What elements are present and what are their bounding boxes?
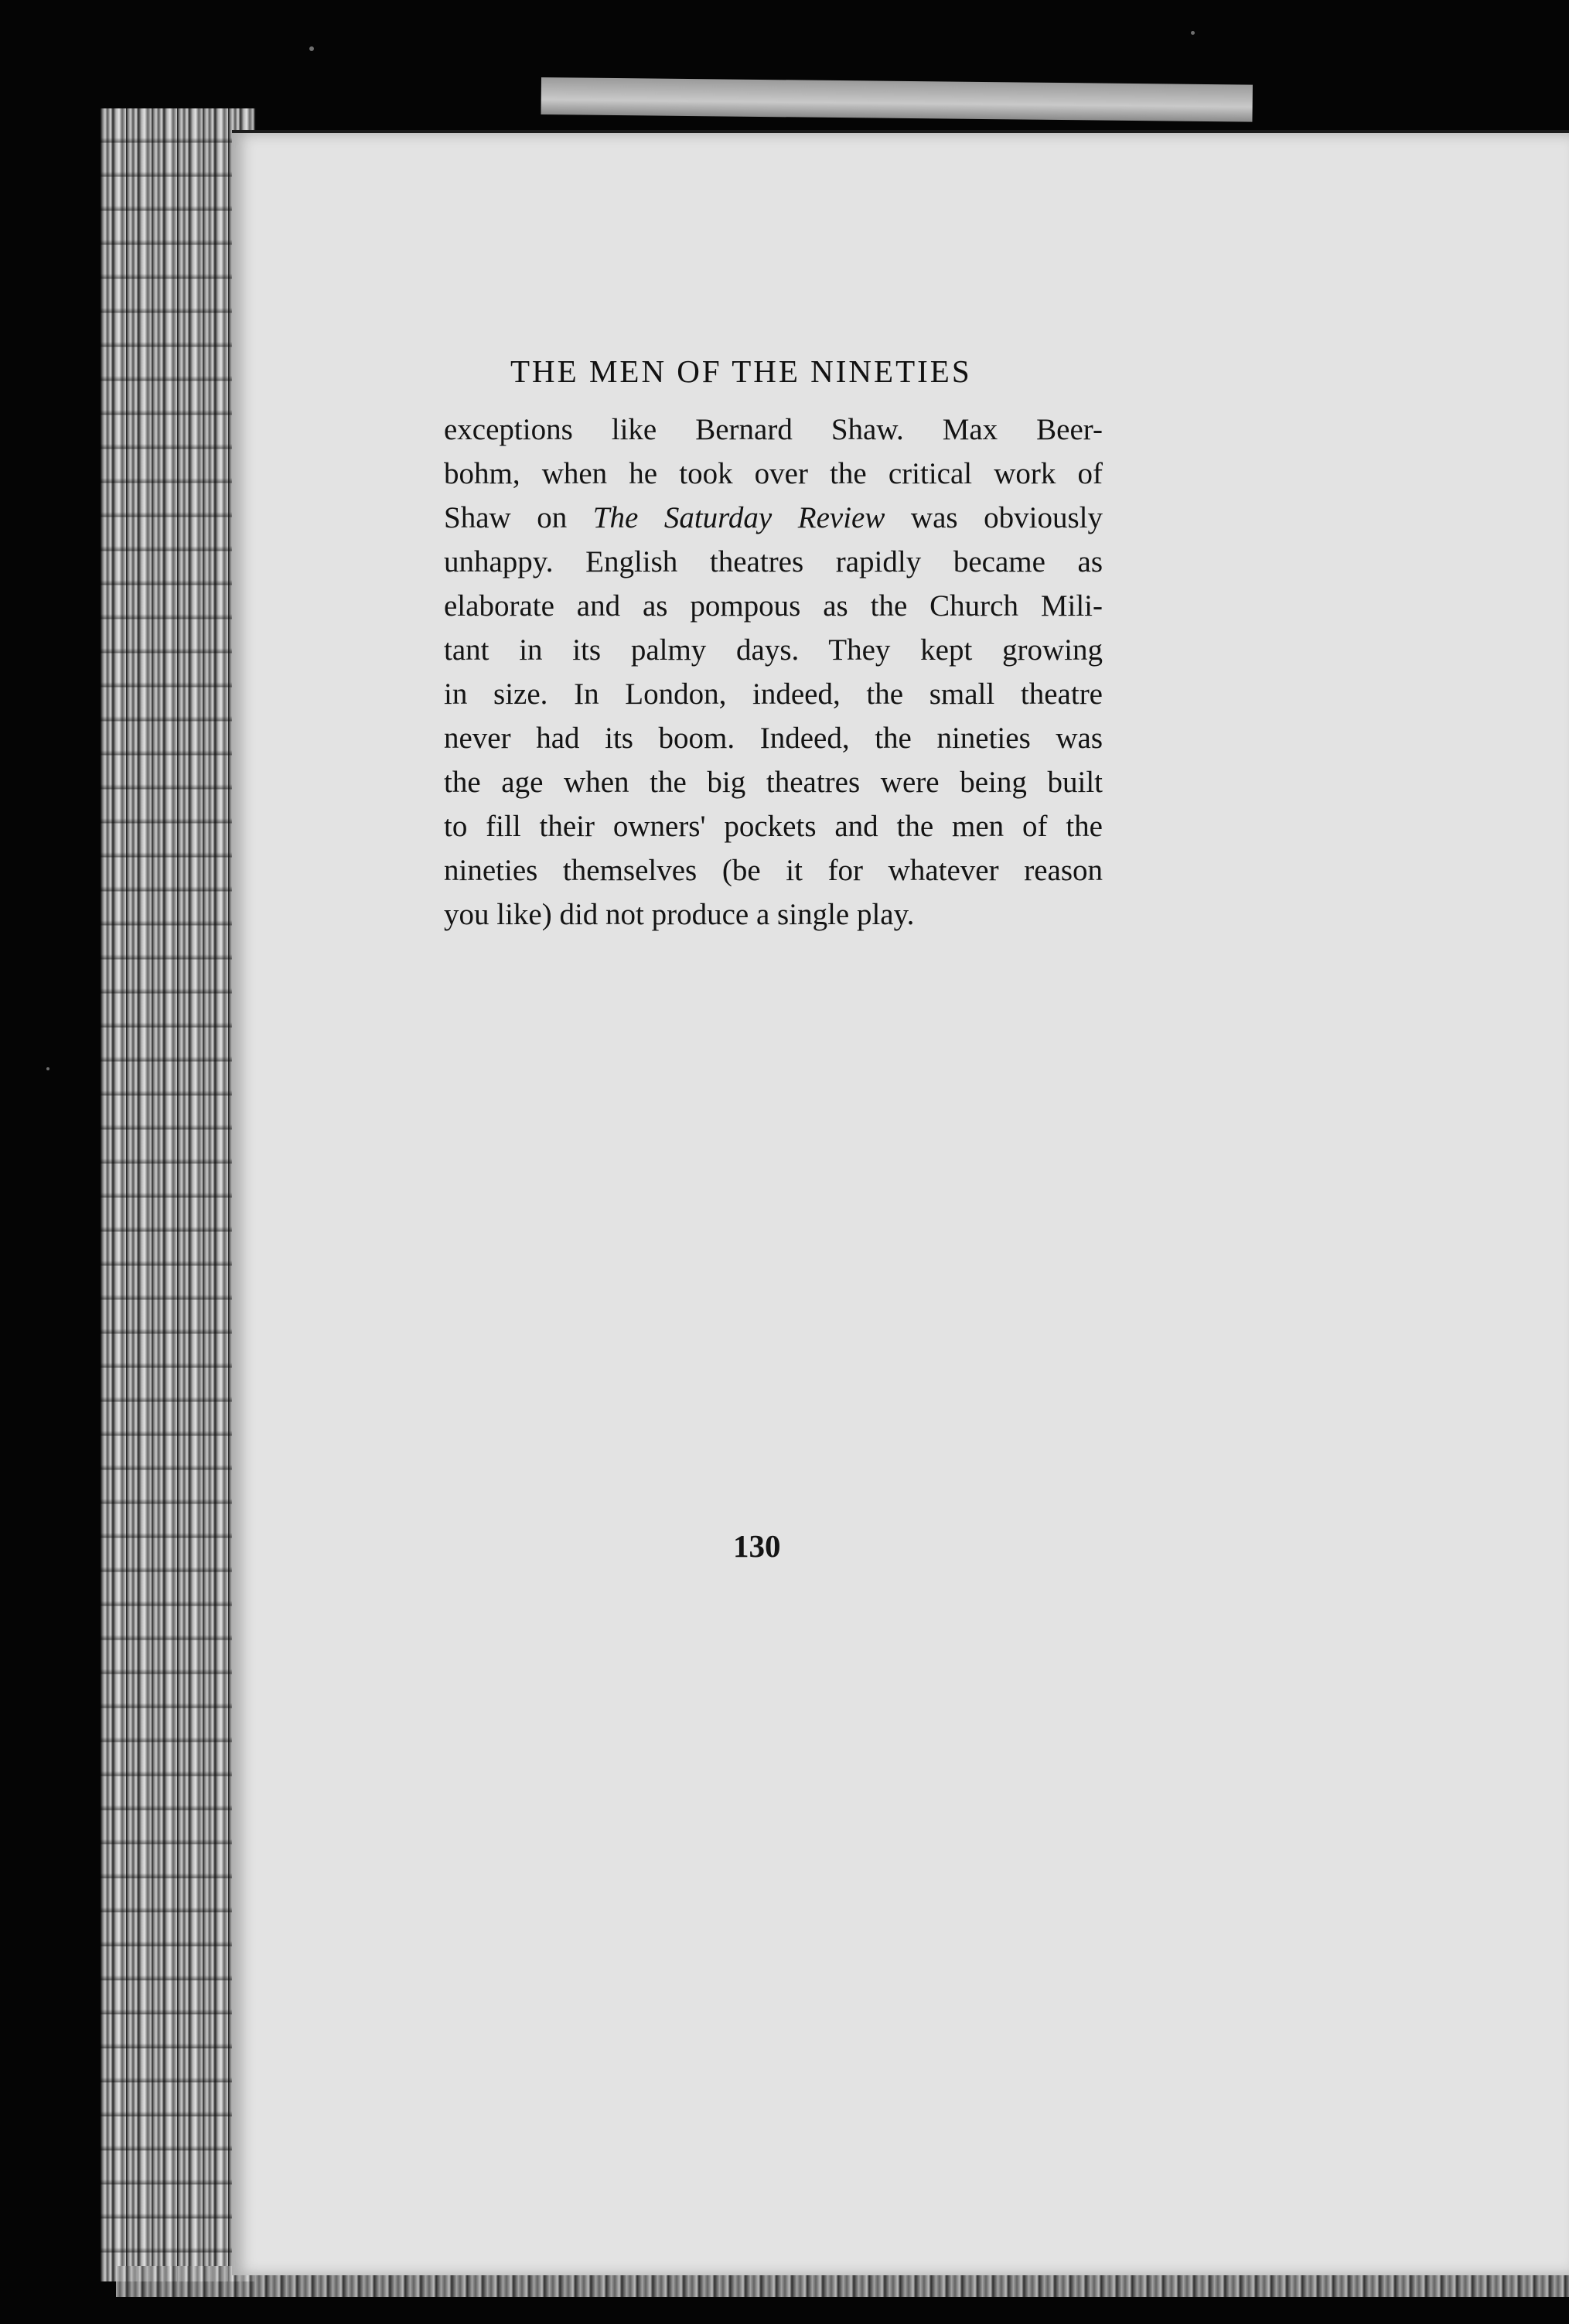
text-line: you like) did not produce a single play. xyxy=(444,898,915,931)
text-line: the age when the big theatres were being built xyxy=(444,766,1103,799)
bookmark-strip xyxy=(541,77,1252,122)
text-line: to fill their owners' pockets and the men of the xyxy=(444,810,1103,843)
text-line: in size. In London, indeed, the small theatre xyxy=(444,677,1103,711)
scan-speck xyxy=(309,46,314,51)
running-head: THE MEN OF THE NINETIES xyxy=(510,353,972,389)
body-text xyxy=(444,408,1103,937)
page-number: 130 xyxy=(733,1528,781,1564)
text-line: unhappy. English theatres rapidly became as xyxy=(444,545,1103,578)
text-line: never had its boom. Indeed, the nineties was xyxy=(444,722,1103,755)
text-line: nineties themselves (be it for whatever reason xyxy=(444,854,1103,887)
scan-speck xyxy=(46,1067,49,1070)
text-line: exceptions like Bernard Shaw. Max Beer- xyxy=(444,413,1103,446)
text-line: elaborate and as pompous as the Church Mili- xyxy=(444,589,1103,623)
text-line: tant in its palmy days. They kept growing xyxy=(444,633,1103,667)
scan-speck xyxy=(1191,31,1195,35)
text-line: Shaw on The Saturday Review was obviously xyxy=(444,501,1103,534)
text-line: bohm, when he took over the critical work of xyxy=(444,457,1103,490)
periodical-title: The Saturday Review xyxy=(592,501,885,534)
